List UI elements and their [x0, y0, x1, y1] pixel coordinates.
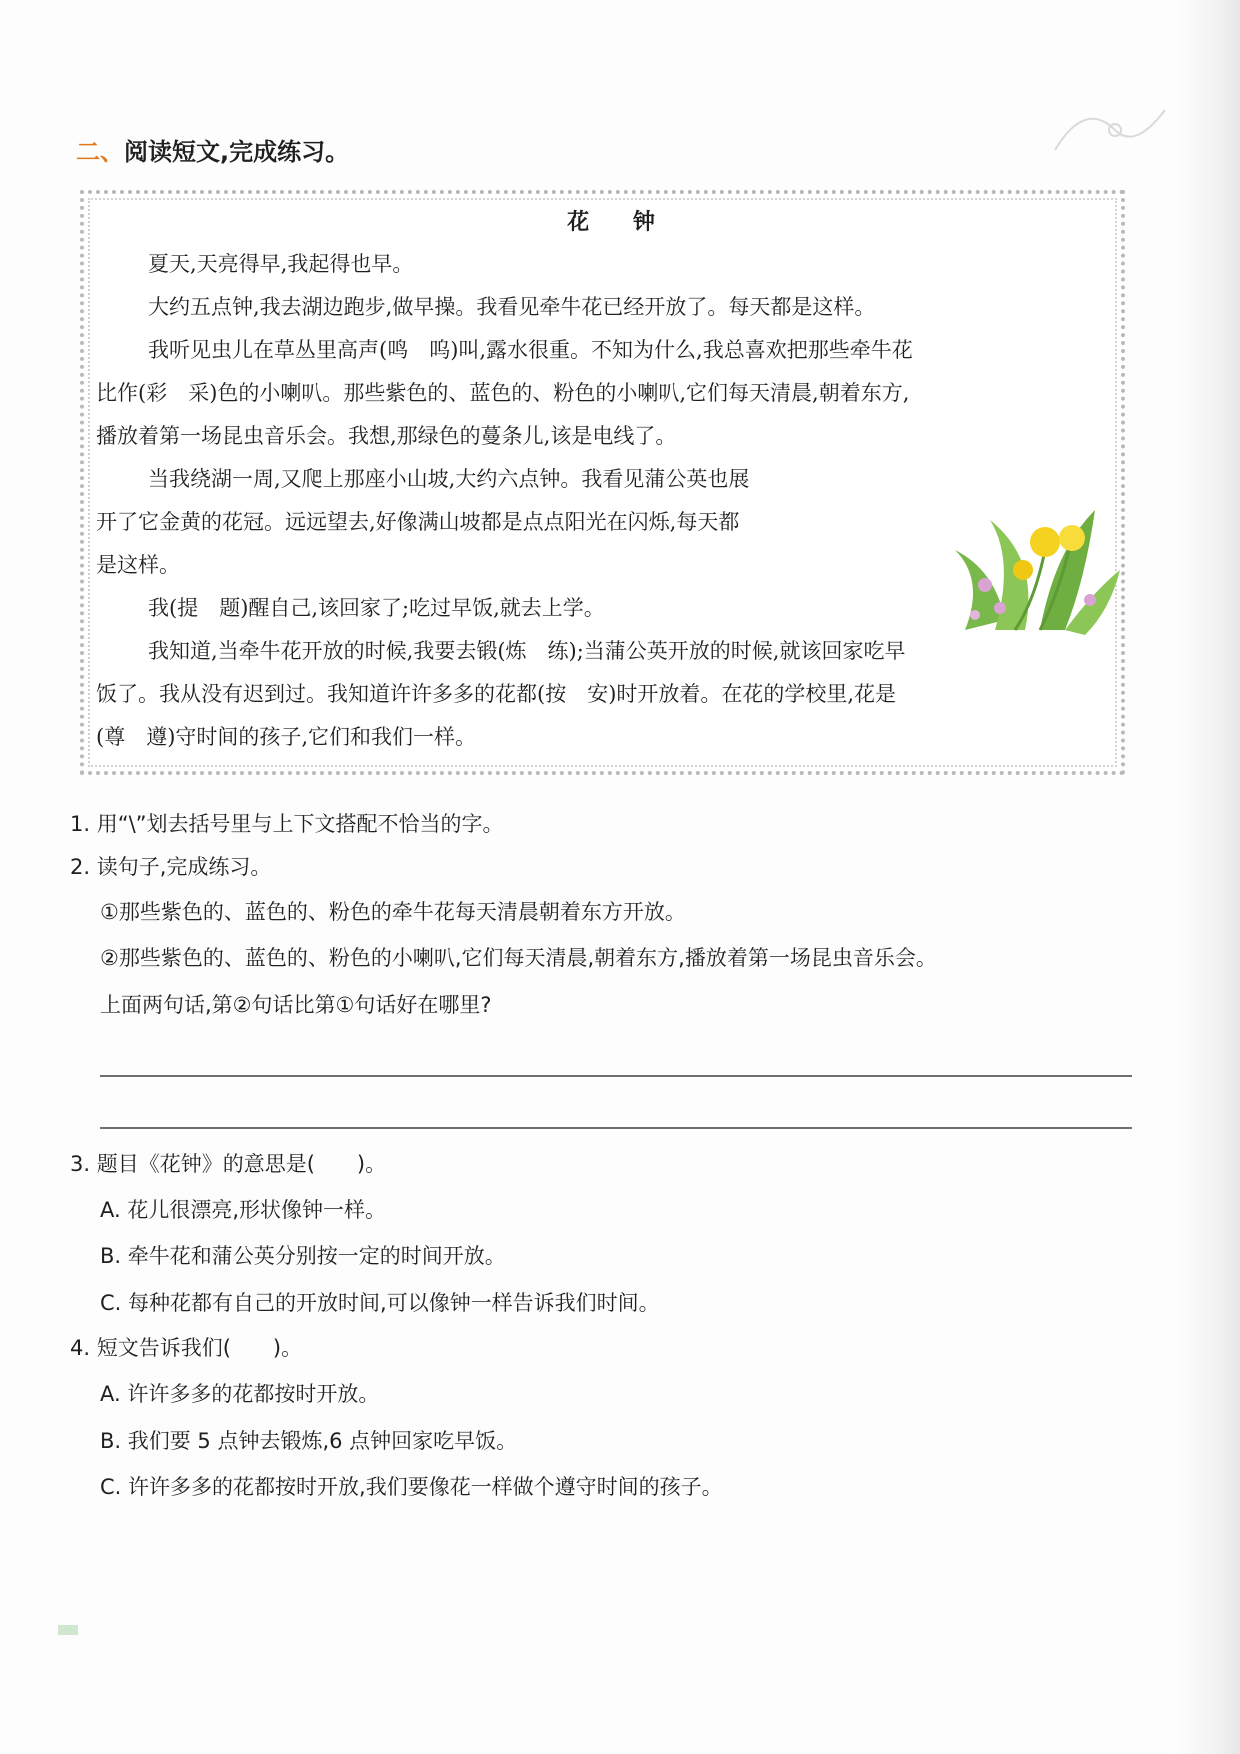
section-title-text: 阅读短文,完成练习。 — [124, 138, 350, 166]
question-4-option-b[interactable]: B. 我们要 5 点钟去锻炼,6 点钟回家吃早饭。 — [100, 1429, 518, 1453]
answer-line[interactable] — [100, 1075, 1132, 1077]
question-2-prompt: 上面两句话,第②句话比第①句话好在哪里? — [100, 993, 492, 1017]
scan-mark — [58, 1625, 78, 1635]
corner-decoration-icon — [1045, 90, 1175, 170]
question-3-option-a[interactable]: A. 花儿很漂亮,形状像钟一样。 — [100, 1198, 387, 1222]
dandelion-illustration — [945, 490, 1125, 640]
question-2: 2. 读句子,完成练习。 — [70, 855, 272, 879]
passage-line: 当我绕湖一周,又爬上那座小山坡,大约六点钟。我看见蒲公英也展 — [148, 467, 750, 491]
question-2-sentence-1: ①那些紫色的、蓝色的、粉色的牵牛花每天清晨朝着东方开放。 — [100, 900, 686, 924]
passage-line: 开了它金黄的花冠。远远望去,好像满山坡都是点点阳光在闪烁,每天都 — [96, 510, 740, 534]
passage-line: 夏天,天亮得早,我起得也早。 — [148, 252, 414, 276]
answer-line[interactable] — [100, 1127, 1132, 1129]
question-2-sentence-2: ②那些紫色的、蓝色的、粉色的小喇叭,它们每天清晨,朝着东方,播放着第一场昆虫音乐会。 — [100, 946, 937, 970]
passage-line: (尊 遵)守时间的孩子,它们和我们一样。 — [96, 725, 477, 749]
passage-line: 我听见虫儿在草丛里高声(鸣 呜)叫,露水很重。不知为什么,我总喜欢把那些牵牛花 — [148, 338, 913, 362]
question-4-option-c[interactable]: C. 许许多多的花都按时开放,我们要像花一样做个遵守时间的孩子。 — [100, 1475, 723, 1499]
passage-line: 我知道,当牵牛花开放的时候,我要去锻(炼 练);当蒲公英开放的时候,就该回家吃早 — [148, 639, 906, 663]
question-3-option-b[interactable]: B. 牵牛花和蒲公英分别按一定的时间开放。 — [100, 1244, 506, 1268]
page-edge-shadow — [1170, 0, 1240, 1754]
passage-line: 是这样。 — [96, 553, 180, 577]
section-number: 二、 — [76, 138, 124, 166]
passage-line: 我(提 题)醒自己,该回家了;吃过早饭,就去上学。 — [148, 596, 605, 620]
question-1: 1. 用“\”划去括号里与上下文搭配不恰当的字。 — [70, 812, 504, 836]
passage-line: 大约五点钟,我去湖边跑步,做早操。我看见牵牛花已经开放了。每天都是这样。 — [148, 295, 876, 319]
passage-title: 花 钟 — [567, 209, 673, 235]
passage-line: 播放着第一场昆虫音乐会。我想,那绿色的蔓条儿,该是电线了。 — [96, 424, 677, 448]
question-3-option-c[interactable]: C. 每种花都有自己的开放时间,可以像钟一样告诉我们时间。 — [100, 1291, 660, 1315]
passage-line: 比作(彩 采)色的小喇叭。那些紫色的、蓝色的、粉色的小喇叭,它们每天清晨,朝着东方, — [96, 381, 910, 405]
passage-line: 饭了。我从没有迟到过。我知道许许多多的花都(按 安)时开放着。在花的学校里,花是 — [96, 682, 897, 706]
question-3: 3. 题目《花钟》的意思是( )。 — [70, 1152, 387, 1176]
question-4: 4. 短文告诉我们( )。 — [70, 1336, 303, 1360]
section-heading — [76, 132, 349, 167]
question-4-option-a[interactable]: A. 许许多多的花都按时开放。 — [100, 1382, 380, 1406]
